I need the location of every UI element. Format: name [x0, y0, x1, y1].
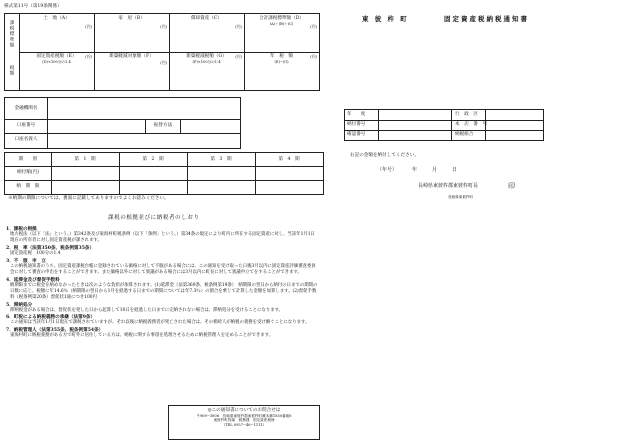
cell-annual-tax: 年 税 額 (E)−(G) (円): [270, 54, 317, 64]
form-id: 様式第11号（第19条関係）: [4, 4, 62, 9]
cell-new-build-reduction: 新築軽減税額（G） (F)×100分の1.4 (円): [169, 52, 245, 90]
bank-table: [4, 97, 241, 149]
installment-header-2: 第 2 期: [142, 157, 164, 162]
section-6-head: 6．町税による納税義務の承継（法第9条）: [6, 315, 96, 321]
section-4-head: 4．延滞金及び督促手数料: [6, 277, 60, 283]
cell-depreciable: 償却資産（C） (円): [169, 14, 245, 52]
installment-row-amount: 納付額(円): [17, 170, 39, 175]
contact-box: [168, 405, 320, 440]
section-2-head: 2．税 率（法第350条、税条例第35条）: [6, 245, 95, 251]
info-branch-label: 本 店 番 号: [455, 122, 488, 127]
contact-line3: 東彼杵町役場 税務課 固定資産税係: [213, 418, 275, 423]
section-5-head: 5．滞納処分: [6, 302, 33, 308]
grid-side-label2: 税額: [9, 65, 14, 77]
installments-table: [4, 152, 324, 195]
section-1-body: 地方税法（以下「法」という。）第342条及び東海村町税条例（以下「条例」という。）第34条の規定により町内に所在する固定資産に対し、当該年1月1日現在の所有者に対し固定資産税が課されます。: [10, 232, 315, 243]
info-payment-number-label: 納付番号: [347, 122, 366, 127]
installment-row-due: 納 期 限: [16, 184, 40, 189]
info-confirm-number-label: 確認番号: [347, 132, 366, 137]
contact-line2: 〒969−3806 長崎県東彼杵郡東彼杵町蔵本郷1850番地8: [196, 413, 292, 418]
cell-new-build-target: 新築軽減対象額（F） (円): [94, 52, 170, 90]
info-year-label: 年 度: [347, 112, 366, 117]
cell-total-base: 合計課税標準額（D） (A)＋(B)＋(C) (円): [258, 16, 317, 29]
section-1-head: 1．課税の根拠: [6, 227, 37, 232]
installments-note: ※納期の期限については、裏面に記載してありますのでよくお読みください。: [8, 196, 169, 201]
cell-house: 家 屋（B） (円): [94, 14, 170, 52]
contact-line1: ◎この通知書についてのお問合せは: [207, 408, 281, 413]
date-month: 月: [432, 167, 438, 173]
notice-statement: 右記の金額を納付してください。: [350, 153, 419, 158]
section-7-head: 7．納税管理人（法第355条、税条例第54条）: [6, 328, 104, 334]
section-6-body: この通知は当該年1月1日現在で課税されていますが、それ以後に納税義務者が死亡された場合は、その相続人が納税の義務を受け継ぐことになります。: [10, 320, 310, 326]
account-number-label: 口座番号: [16, 123, 36, 128]
installment-header-4: 第 4 期: [278, 157, 300, 162]
issuer-name: 長崎県東彼杵郡東彼杵町長: [418, 183, 479, 189]
account-name-label: 口座名義人: [14, 137, 38, 142]
section-2-body: 固定資産税 100分の1.4: [10, 250, 61, 256]
info-district-label: 行 政 区: [455, 112, 478, 117]
seal-sub: 長崎県東彼杵町: [448, 195, 474, 199]
date-day: 日: [452, 167, 458, 173]
cell-land: 土 地（A） (円): [19, 14, 95, 52]
section-7-body: 東海村町に納税義務がある方で町外に居住している方は、納税に関する事項を処理させるために納税管理人を定めることができます。: [10, 333, 274, 339]
section-3-body: この納税通知書のうち、固定資産課税台帳に登録されている価格に対して不服がある場合には、この通知を受け取った日後3月以内に固定資産評価審査委員会に対して審査の申出をすることができます。また価格以外に対して異議がある場合には3月以内に町長に対して異議申立てをすることができます。: [10, 263, 316, 275]
notice-town: 東 彼 杵 町: [362, 15, 409, 23]
section-3-head: 3．不 服 申 立: [6, 258, 46, 264]
date-era: （年号）: [377, 167, 398, 173]
section-5-body: 滞納税金がある場合は、督促状を発した日から起算して10日を経過した日までに完納されない場合は、滞納処分を受けることになります。: [10, 307, 284, 313]
notice-title: 固定資産税納税通知書: [444, 15, 529, 23]
explanation-body: [6, 226, 318, 339]
grid-side-label: 課税標準額: [9, 20, 14, 48]
bank-institution-label: 金融機関名: [14, 106, 38, 111]
section-4-body: 納期限までに税金を納めなかったときは次のような負担が加算されます。(1)延滞金（法第369条、税条例第19条） 納期限の翌日から納付の日までの期間の日数に応じ、税額に年14.6％（納期限の翌日から1月を経過する日までの期間については年7.3％）の割合を乗じて計算した金額を加算します。(2)督促手数料（税条例第20条）督促状1通につき100円: [10, 282, 318, 300]
installment-header-1: 第 1 期: [74, 157, 96, 162]
installment-header-period: 期 別: [18, 157, 38, 162]
contact-line4: （TEL 0957−46−1111）: [221, 422, 267, 427]
grid-top-row: [19, 14, 319, 53]
notice-info-table: [344, 109, 544, 141]
info-union-label: 納税組合: [455, 132, 474, 137]
explanation-title: 課税の根拠並びに納税者のしおり: [108, 215, 200, 221]
installment-header-3: 第 3 期: [210, 157, 232, 162]
seal-mark: 印: [508, 182, 515, 190]
date-year: 年: [412, 167, 418, 173]
transfer-method-label: 振替方法: [153, 123, 173, 128]
cell-tax-amount: 固定資産税額（E） (D)×100分の1.4 (円): [19, 52, 95, 90]
grid-bottom-row: [19, 52, 319, 90]
tax-grid: [4, 13, 320, 91]
